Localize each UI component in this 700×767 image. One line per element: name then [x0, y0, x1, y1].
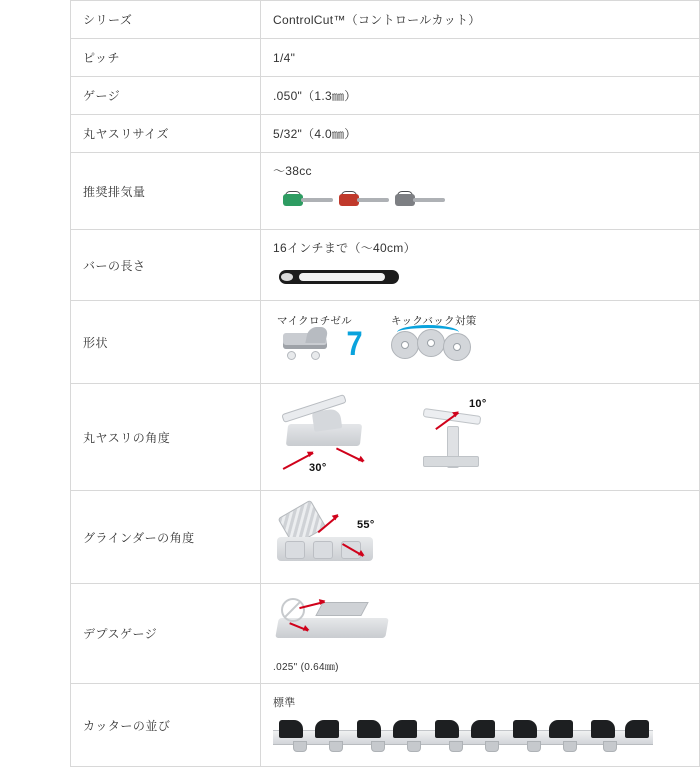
shape-illustration — [273, 315, 687, 373]
row-label-series: シリーズ — [71, 1, 261, 39]
file-angle-side-view — [403, 408, 493, 474]
chainsaw-illustration — [273, 185, 687, 219]
row-value-file-size: 5/32"（4.0㎜） — [261, 115, 700, 153]
file-angle-illustration — [273, 398, 687, 480]
grinder-angle-illustration — [273, 503, 687, 573]
guide-bar-illustration — [273, 264, 687, 290]
table-row — [71, 584, 700, 684]
table-row — [71, 153, 700, 230]
depth-gauge-illustration — [273, 596, 687, 658]
table-row — [71, 1, 700, 39]
micro-chisel-tooth-icon — [283, 327, 329, 361]
row-label-grinder-angle: グラインダーの角度 — [71, 491, 261, 584]
table-row — [71, 684, 700, 767]
row-label-shape: 形状 — [71, 301, 261, 384]
row-value-cutter-sequence — [261, 684, 700, 767]
table-row — [71, 115, 700, 153]
table-row — [71, 301, 700, 384]
grinder-angle-label: 55° — [357, 519, 375, 531]
shape-caption-right: キックバック対策 — [391, 315, 477, 327]
row-value-pitch: 1/4" — [261, 39, 700, 77]
kickback-guard-icon — [391, 325, 467, 363]
chainsaw-icon-1 — [283, 191, 335, 209]
file-angle-10-label: 10° — [469, 398, 487, 410]
row-label-displacement: 推奨排気量 — [71, 153, 261, 230]
row-label-cutter-sequence: カッターの並び — [71, 684, 261, 767]
row-value-displacement — [261, 153, 700, 230]
table-row — [71, 384, 700, 491]
displacement-text: 〜38cc — [273, 164, 312, 178]
table-body — [71, 1, 700, 767]
cutter-sequence-caption: 標準 — [273, 697, 296, 709]
table-row — [71, 491, 700, 584]
row-value-bar-length — [261, 230, 700, 301]
row-label-bar-length: バーの長さ — [71, 230, 261, 301]
shape-caption-left: マイクロチゼル — [277, 315, 352, 327]
row-value-grinder-angle — [261, 491, 700, 584]
row-value-file-angle — [261, 384, 700, 491]
row-value-gauge: .050"（1.3㎜） — [261, 77, 700, 115]
table-row — [71, 77, 700, 115]
cutter-sequence-illustration — [273, 716, 687, 756]
row-label-gauge: ゲージ — [71, 77, 261, 115]
row-label-pitch: ピッチ — [71, 39, 261, 77]
specification-table — [70, 0, 700, 767]
chainsaw-icon-3 — [395, 191, 447, 209]
row-value-series: ControlCut™（コントロールカット） — [261, 1, 700, 39]
depth-gauge-measure-label: .025" (0.64㎜) — [273, 662, 339, 673]
row-label-file-angle: 丸ヤスリの角度 — [71, 384, 261, 491]
chainsaw-icon-2 — [339, 191, 391, 209]
row-value-depth-gauge — [261, 584, 700, 684]
bar-length-text: 16インチまで（〜40cm） — [273, 241, 416, 255]
row-label-depth-gauge: デプスゲージ — [71, 584, 261, 684]
row-value-shape — [261, 301, 700, 384]
row-label-file-size: 丸ヤスリサイズ — [71, 115, 261, 153]
seven-shape-icon: 7 — [346, 325, 363, 363]
table-row — [71, 230, 700, 301]
file-angle-30-label: 30° — [309, 462, 327, 474]
table-row — [71, 39, 700, 77]
